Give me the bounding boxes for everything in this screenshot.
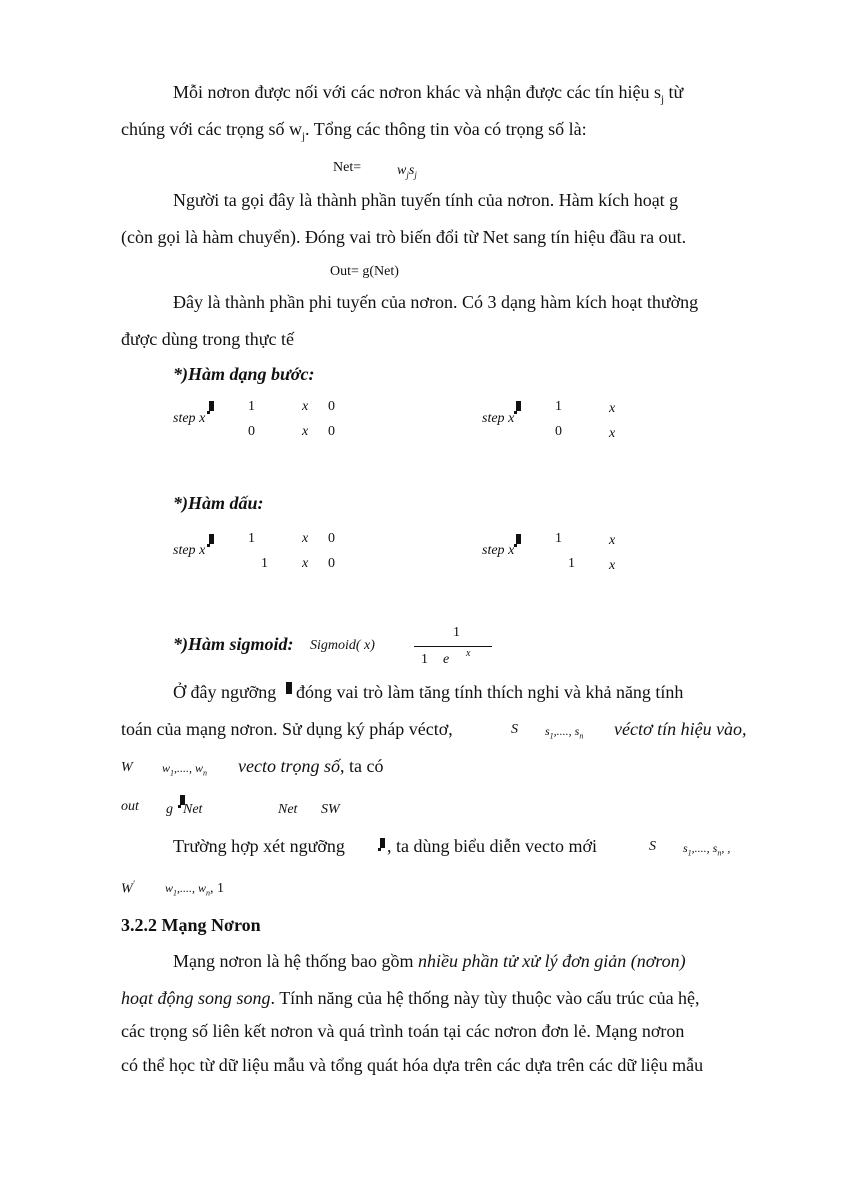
step-left-r1x: x xyxy=(302,399,309,414)
step-left-r2c: 0 xyxy=(328,424,335,439)
eq-out-lhs: out xyxy=(121,799,139,814)
eq-net2: Net xyxy=(278,802,298,817)
step-heading: *)Hàm dạng bước: xyxy=(173,364,315,384)
section-heading: 3.2.2 Mạng Nơron xyxy=(121,915,261,935)
eq-sw: SW xyxy=(321,802,340,817)
step-right-r2v: 0 xyxy=(555,424,562,439)
sign-left-r1v: 1 xyxy=(248,531,255,546)
sign-left-name xyxy=(173,543,205,559)
text: . Tổng các thông tin vòa có trọng số là: xyxy=(305,119,587,139)
sigmoid-lhs: Sigmoid( x) xyxy=(310,638,375,653)
vec-w2 xyxy=(165,881,224,897)
theta-glyph xyxy=(286,682,292,694)
para-4-line-1 xyxy=(173,682,276,703)
text: w xyxy=(165,881,174,895)
para-5-a: Trường hợp xét ngưỡng xyxy=(173,836,345,856)
step-left-r2x: x xyxy=(302,424,309,439)
text: . Tính năng của hệ thống này tùy thuộc vào cấu trúc của hệ, xyxy=(270,988,700,1008)
brace-glyph xyxy=(209,401,214,411)
prime: ' xyxy=(132,879,135,889)
para-2-line-1: Người ta gọi đây là thành phần tuyến tính của nơron. Hàm kích hoạt g xyxy=(173,190,679,210)
vec-S2: S xyxy=(649,839,656,854)
func-name: step xyxy=(173,411,196,426)
step-left-r1v: 1 xyxy=(248,399,255,414)
text: Mạng nơron là hệ thống bao gồm xyxy=(173,951,418,971)
sigmoid-den-e: e xyxy=(443,652,450,667)
step-right-r2x: x xyxy=(609,426,616,441)
sign-right-r2x: x xyxy=(609,558,616,573)
text: vecto trọng số xyxy=(238,756,340,776)
text: chúng với các trọng số w xyxy=(121,119,302,139)
para-6-line-1 xyxy=(173,951,686,972)
para-4-line-3 xyxy=(238,756,383,777)
vec-s2 xyxy=(683,841,730,857)
text: s xyxy=(545,724,550,738)
text: từ xyxy=(664,82,684,102)
func-name: step xyxy=(482,411,505,426)
text: , ta có xyxy=(339,756,384,776)
sigmoid-den-x: x xyxy=(466,648,471,659)
step-left-r1c: 0 xyxy=(328,399,335,414)
para-4-line-2b: véctơ tín hiệu vào, xyxy=(614,719,747,739)
fraction-bar xyxy=(414,646,492,647)
var-w: w xyxy=(397,163,407,178)
brace-glyph xyxy=(209,534,214,544)
vec-W2 xyxy=(121,879,135,898)
func-name: step xyxy=(482,543,505,558)
step-right-r1x: x xyxy=(609,401,616,416)
eq-out-g: g xyxy=(166,802,173,817)
brace-glyph xyxy=(516,534,521,544)
brace-glyph xyxy=(516,401,521,411)
theta-glyph xyxy=(380,838,385,848)
text: w xyxy=(162,761,171,775)
sign-left-r2x: x xyxy=(302,556,309,571)
text: ,...., w xyxy=(177,881,207,895)
sub: 1 xyxy=(173,888,178,898)
para-1-line-2 xyxy=(121,119,587,143)
para-3-line-2: được dùng trong thực tế xyxy=(121,329,294,349)
text: ,...., s xyxy=(691,841,718,855)
subscript: j xyxy=(301,130,306,143)
sign-left-r2c: 0 xyxy=(328,556,335,571)
text: , 1 xyxy=(210,881,225,896)
text: hoạt động song song xyxy=(121,988,271,1008)
para-2-line-2: (còn gọi là hàm chuyển). Đóng vai trò biến đổi từ Net sang tín hiệu đầu ra out. xyxy=(121,227,687,247)
sub: n xyxy=(717,848,722,858)
vec-W: W xyxy=(121,760,133,775)
sign-left-r1c: 0 xyxy=(328,531,335,546)
eq-net-rhs xyxy=(397,163,417,180)
eq-out-net: Net xyxy=(183,802,203,817)
text: ,...., s xyxy=(553,724,580,738)
sub: n xyxy=(579,731,584,741)
sign-left-r1x: x xyxy=(302,531,309,546)
text: ,...., w xyxy=(174,761,204,775)
eq-out: Out= g(Net) xyxy=(330,264,399,279)
step-right-r1v: 1 xyxy=(555,399,562,414)
arg: x xyxy=(199,543,206,558)
para-6-line-3: các trọng số liên kết nơron và quá trình toán tại các nơron đơn lẻ. Mạng nơron xyxy=(121,1021,685,1041)
arg: x xyxy=(508,411,515,426)
vec-s xyxy=(545,724,583,740)
func-name: step xyxy=(173,543,196,558)
subscript: j xyxy=(660,93,665,106)
text: Ở đây ngưỡng xyxy=(173,682,277,702)
para-1-line-1 xyxy=(173,82,683,106)
para-4-line-1b: đóng vai trò làm tăng tính thích nghi và khả năng tính xyxy=(296,682,684,702)
sigmoid-den-1: 1 xyxy=(421,652,428,667)
sign-left-r2v: 1 xyxy=(261,556,268,571)
sub-j: j xyxy=(406,169,409,180)
text: W xyxy=(121,881,133,897)
step-left-name xyxy=(173,411,205,427)
para-4-line-2: toán của mạng nơron. Sử dụng ký pháp véctơ, xyxy=(121,719,453,739)
var-s: s xyxy=(408,163,415,178)
sign-right-r1x: x xyxy=(609,533,616,548)
sign-heading: *)Hàm dấu: xyxy=(173,493,264,513)
sigmoid-num: 1 xyxy=(453,625,460,640)
sub: 1 xyxy=(549,731,554,741)
sub: 1 xyxy=(687,848,692,858)
text: nhiều phần tử xử lý đơn giản (nơron) xyxy=(417,951,686,971)
sub: n xyxy=(203,768,208,778)
sign-right-r1v: 1 xyxy=(555,531,562,546)
text: , , xyxy=(721,841,731,855)
sign-right-name xyxy=(482,543,514,559)
para-6-line-2 xyxy=(121,988,700,1009)
step-left-r2v: 0 xyxy=(248,424,255,439)
text: Mỗi nơron được nối với các nơron khác và nhận được các tín hiệu s xyxy=(173,82,661,102)
arg: x xyxy=(508,543,515,558)
sub-j: j xyxy=(414,169,417,180)
sign-right-r2v: 1 xyxy=(568,556,575,571)
sub: 1 xyxy=(170,768,175,778)
para-5-b: , ta dùng biểu diễn vecto mới xyxy=(387,836,597,856)
text: s xyxy=(683,841,688,855)
arg: x xyxy=(199,411,206,426)
sigmoid-heading: *)Hàm sigmoid: xyxy=(173,634,294,654)
para-3-line-1: Đây là thành phần phi tuyến của nơron. Có 3 dạng hàm kích hoạt thường xyxy=(173,292,699,312)
sub: n xyxy=(206,888,211,898)
vec-w xyxy=(162,761,207,777)
eq-net-lhs: Net= xyxy=(333,160,362,175)
para-6-line-4: có thể học từ dữ liệu mẫu và tổng quát hóa dựa trên các dựa trên các dữ liệu mẫu xyxy=(121,1055,704,1075)
vec-S: S xyxy=(511,722,518,737)
step-right-name xyxy=(482,411,514,427)
